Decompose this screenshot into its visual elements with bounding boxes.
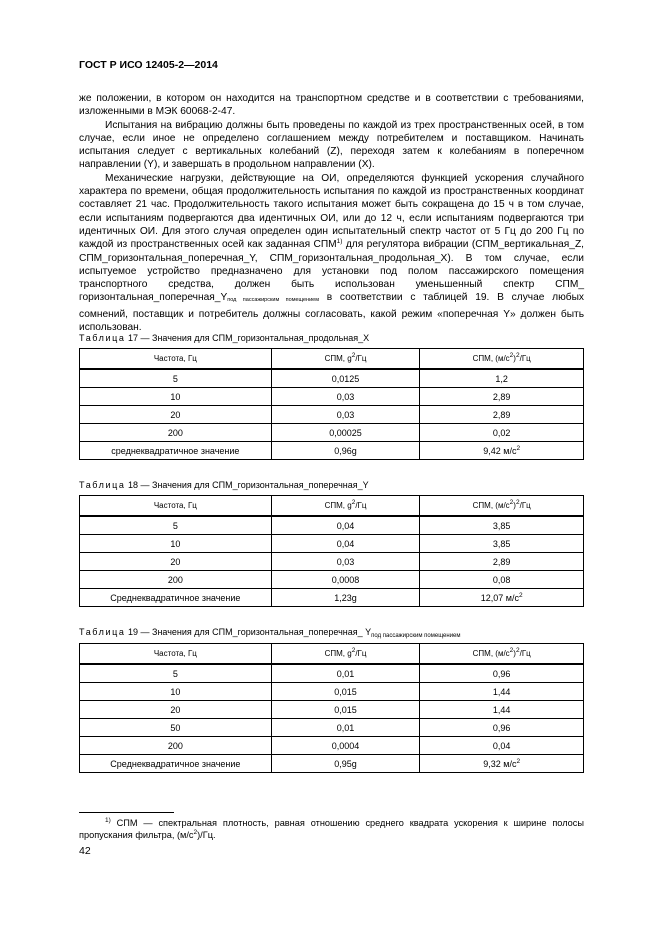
table-row: 200 0,0004 0,04 <box>80 737 584 755</box>
col-psd-g-header: СПМ, $g^2/Гц$ <box>271 644 420 665</box>
paragraph-3-part-a: Механические нагрузки, действующие на ОИ, определяются функцией ускорения случайного характера по времени, общая продолжительность испытания по каждой из пространственных координат составляет 21 час. Продолжительность такого испытания может быть сокращена до 15 ч в том случае, если испытаниям подвергаются два идентичных ОИ, или до 12 ч, если испытаниям подвергаются три идентичных ОИ. Для этого случая определен один испытательный спектр частот от 5 Гц до 200 Гц по каждой из пространственных осей как заданная СПМ <box>79 172 584 251</box>
table-row: 20 0,03 2,89 <box>80 553 584 571</box>
table-rms-row: Среднеквадратичное значение 1,23g 12,07 $м/с^2$ <box>80 589 584 607</box>
table-header-row <box>80 496 584 517</box>
col-psd-ms-header: СПМ, $(м/с^2)^2/Гц$ <box>420 349 584 370</box>
page-header: ГОСТ Р ИСО 12405-2—2014 <box>79 59 218 71</box>
table-row: 5 0,0125 1,2 <box>80 369 584 388</box>
table-label: Таблица <box>79 627 126 637</box>
page-number: 42 <box>79 845 91 857</box>
table-header-row <box>80 644 584 665</box>
footnote-divider <box>79 812 174 813</box>
table-row: 50 0,01 0,96 <box>80 719 584 737</box>
paragraph-3-subscript: под пассажирским помещением <box>227 297 320 304</box>
table-17-caption <box>79 333 369 343</box>
col-frequency-header: Частота, Гц <box>80 644 272 665</box>
paragraph-3-part-b: для регулятора вибрации (СПМ_вертикальная_Z, СПМ_горизонтальная_поперечная_Y, СПМ_горизонтальная_продольная_X). В том случае, если испытуемое устройство предназначено для установки под полом пассажирского помещения транспортного средства, должен быть использован уменьшенный спектр СПМ_ горизонтальная_поперечная_Y <box>79 239 584 304</box>
table-row: 200 0,0008 0,08 <box>80 571 584 589</box>
col-frequency-header: Частота, Гц <box>80 496 272 517</box>
footnote: $^{1)}$ СПМ — спектральная плотность, равная отношению среднего квадрата ускорения к ширине полосы пропускания фильтра, $(м/с^2)/Гц$. <box>79 817 584 840</box>
paragraph-3 <box>79 172 584 335</box>
table-18-caption <box>79 480 369 490</box>
table-caption-text: 18 — Значения для СПМ_горизонтальная_поперечная_Y <box>128 480 369 490</box>
table-caption-subscript: под пассажирским помещением <box>371 633 461 639</box>
footnote-ref: 1) <box>336 238 343 246</box>
footnote-text-a: СПМ — спектральная плотность, равная отношению среднего квадрата ускорения к ширине полосы пропускания фильтра, (м/с <box>79 818 584 840</box>
footnote-marker: 1) <box>105 817 111 824</box>
paragraph-2: Испытания на вибрацию должны быть проведены по каждой из трех пространственных осей, в том случае, если иное не определено соглашением между потребителем и поставщиком. Начинать испытания следует с вертикальных колебаний (Z), переходя затем к колебаниям в поперечном направлении (Y), и завершать в продольном направлении (X). <box>79 119 584 171</box>
table-caption-text: 17 — Значения для СПМ_горизонтальная_продольная_X <box>128 333 370 343</box>
col-psd-ms-header: СПМ, $(м/с^2)^2/Гц$ <box>420 644 584 665</box>
table-row: 20 0,015 1,44 <box>80 701 584 719</box>
table-label: Таблица <box>79 480 126 490</box>
table-row: 20 0,03 2,89 <box>80 406 584 424</box>
table-row: 200 0,00025 0,02 <box>80 424 584 442</box>
table-row: 5 0,04 3,85 <box>80 516 584 535</box>
table-rms-row: среднеквадратичное значение 0,96g 9,42 $м/с^2$ <box>80 442 584 460</box>
table-caption-text: 19 — Значения для СПМ_горизонтальная_поперечная_ Y <box>128 627 372 637</box>
footnote-text-b: )/Гц. <box>197 830 216 840</box>
table-row: 10 0,04 3,85 <box>80 535 584 553</box>
table-row: 10 0,015 1,44 <box>80 683 584 701</box>
table-row: 10 0,03 2,89 <box>80 388 584 406</box>
body-text <box>79 92 584 334</box>
table-label: Таблица <box>79 333 126 343</box>
table-18 <box>79 495 584 607</box>
table-19-caption <box>79 627 461 639</box>
table-row: 5 0,01 0,96 <box>80 664 584 683</box>
table-header-row <box>80 349 584 370</box>
table-rms-row: Среднеквадратичное значение 0,95g 9,32 $м/с^2$ <box>80 755 584 773</box>
col-psd-g-header: СПМ, $g^2/Гц$ <box>271 349 420 370</box>
col-psd-ms-header: СПМ, $(м/с^2)^2/Гц$ <box>420 496 584 517</box>
col-frequency-header: Частота, Гц <box>80 349 272 370</box>
paragraph-1: же положении, в котором он находится на транспортном средстве и в соответствии с требованиями, изложенными в МЭК 60068-2-47. <box>79 93 584 118</box>
table-17 <box>79 348 584 460</box>
paragraph-3-part-c: в соответствии с таблицей 19. В случае любых сомнений, поставщик и потребитель должны согласовать, какой режим «поперечная Y» должен быть использован. <box>79 292 584 334</box>
col-psd-g-header: СПМ, $g^2/Гц$ <box>271 496 420 517</box>
table-19 <box>79 643 584 773</box>
